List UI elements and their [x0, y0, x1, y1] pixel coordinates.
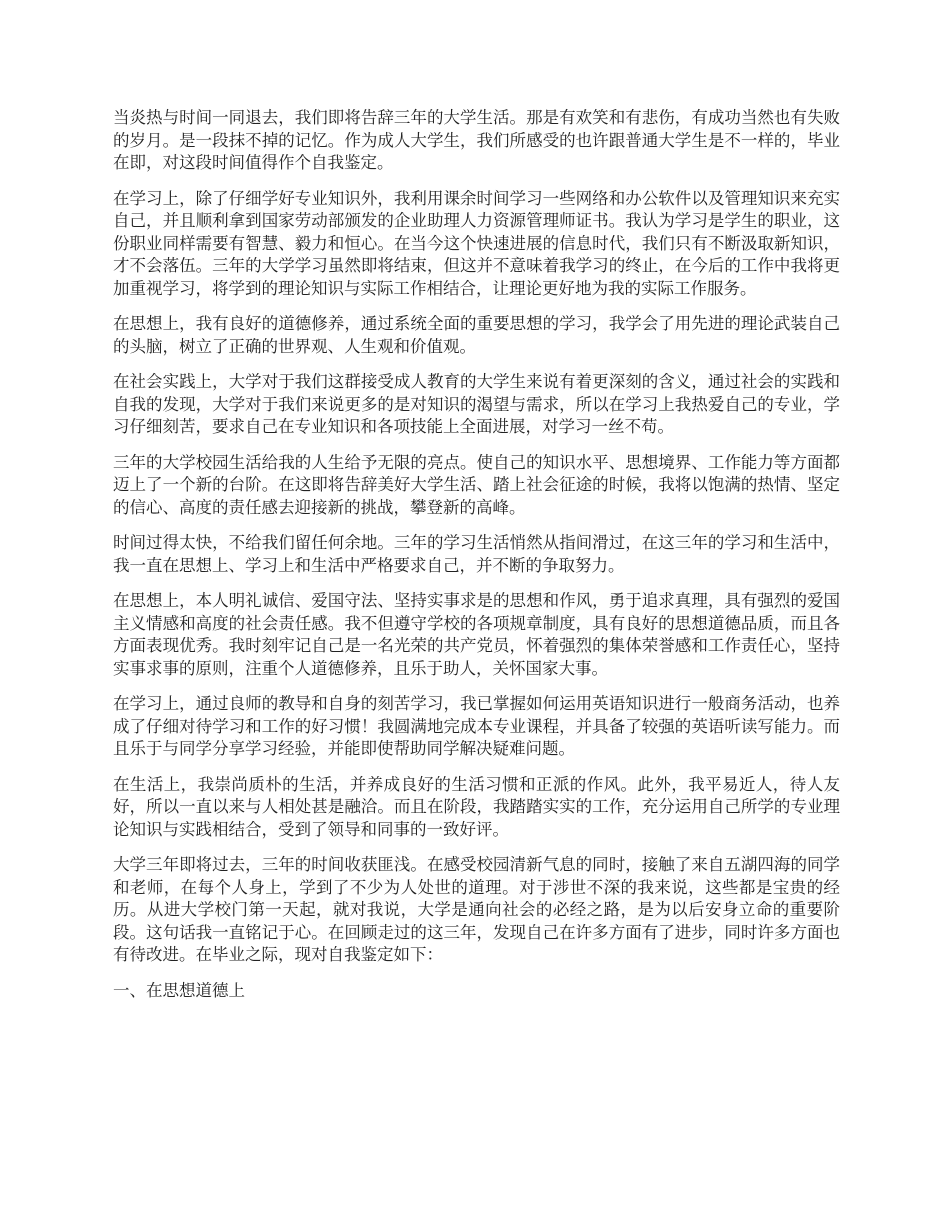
paragraph-summary: 大学三年即将过去，三年的时间收获匪浅。在感受校园清新气息的同时，接触了来自五湖四海的同学和老师，在每个人身上，学到了不少为人处世的道理。对于涉世不深的我来说，这些都是宝贵的经历。从进大学校门第一天起，就对我说，大学是通向社会的必经之路，是为以后安身立命的重要阶段。这句话我一直铭记于心。在回顾走过的这三年，发现自己在许多方面有了进步，同时许多方面也有待改进。在毕业之际，现对自我鉴定如下：: [113, 855, 840, 964]
paragraph-study-2: 在学习上，通过良师的教导和自身的刻苦学习，我已掌握如何运用英语知识进行一般商务活动，也养成了仔细对待学习和工作的好习惯！我圆满地完成本专业课程，并具备了较强的英语听读写能力。而且乐于与同学分享学习经验，并能即使帮助同学解决疑难问题。: [113, 694, 840, 758]
paragraph-thought: 在思想上，我有良好的道德修养，通过系统全面的重要思想的学习，我学会了用先进的理论武装自己的头脑，树立了正确的世界观、人生观和价值观。: [113, 314, 840, 356]
paragraph-social-practice: 在社会实践上，大学对于我们这群接受成人教育的大学生来说有着更深刻的含义，通过社会的实践和自我的发现，大学对于我们来说更多的是对知识的渴望与需求，所以在学习上我热爱自己的专业，学习仔细刻苦，要求自己在专业知识和各项技能上全面进展，对学习一丝不苟。: [113, 372, 840, 436]
paragraph-time: 时间过得太快，不给我们留任何余地。三年的学习生活悄然从指间滑过，在这三年的学习和生活中，我一直在思想上、学习上和生活中严格要求自己，并不断的争取努力。: [113, 533, 840, 575]
paragraph-intro: 当炎热与时间一同退去，我们即将告辞三年的大学生活。那是有欢笑和有悲伤，有成功当然也有失败的岁月。是一段抹不掉的记忆。作为成人大学生，我们所感受的也许跟普通大学生是不一样的，毕业在即，对这段时间值得作个自我鉴定。: [113, 108, 840, 172]
paragraph-thought-2: 在思想上，本人明礼诚信、爱国守法、坚持实事求是的思想和作风，勇于追求真理，具有强烈的爱国主义情感和高度的社会责任感。我不但遵守学校的各项规章制度，具有良好的思想道德品质，而且各方面表现优秀。我时刻牢记自己是一名光荣的共产党员，怀着强烈的集体荣誉感和工作责任心，坚持实事求事的原则，注重个人道德修养，且乐于助人，关怀国家大事。: [113, 591, 840, 678]
paragraph-life: 在生活上，我崇尚质朴的生活，并养成良好的生活习惯和正派的作风。此外，我平易近人，待人友好，所以一直以来与人相处甚是融洽。而且在阶段，我踏踏实实的工作，充分运用自己所学的专业理论知识与实践相结合，受到了领导和同事的一致好评。: [113, 774, 840, 839]
section-heading-moral: 一、在思想道德上: [113, 980, 245, 1000]
document-body: [113, 107, 840, 1015]
paragraph-study: 在学习上，除了仔细学好专业知识外，我利用课余时间学习一些网络和办公软件以及管理知识来充实自己，并且顺利拿到国家劳动部颁发的企业助理人力资源管理师证书。我认为学习是学生的职业，这份职业同样需要有智慧、毅力和恒心。在当今这个快速进展的信息时代，我们只有不断汲取新知识，才不会落伍。三年的大学学习虽然即将结束，但这并不意味着我学习的终止，在今后的工作中我将更加重视学习，将学到的理论知识与实际工作相结合，让理论更好地为我的实际工作服务。: [113, 188, 840, 298]
paragraph-campus-life: 三年的大学校园生活给我的人生给予无限的亮点。使自己的知识水平、思想境界、工作能力等方面都迈上了一个新的台阶。在这即将告辞美好大学生活、踏上社会征途的时候，我将以饱满的热情、坚定的信心、高度的责任感去迎接新的挑战，攀登新的高峰。: [113, 452, 840, 517]
